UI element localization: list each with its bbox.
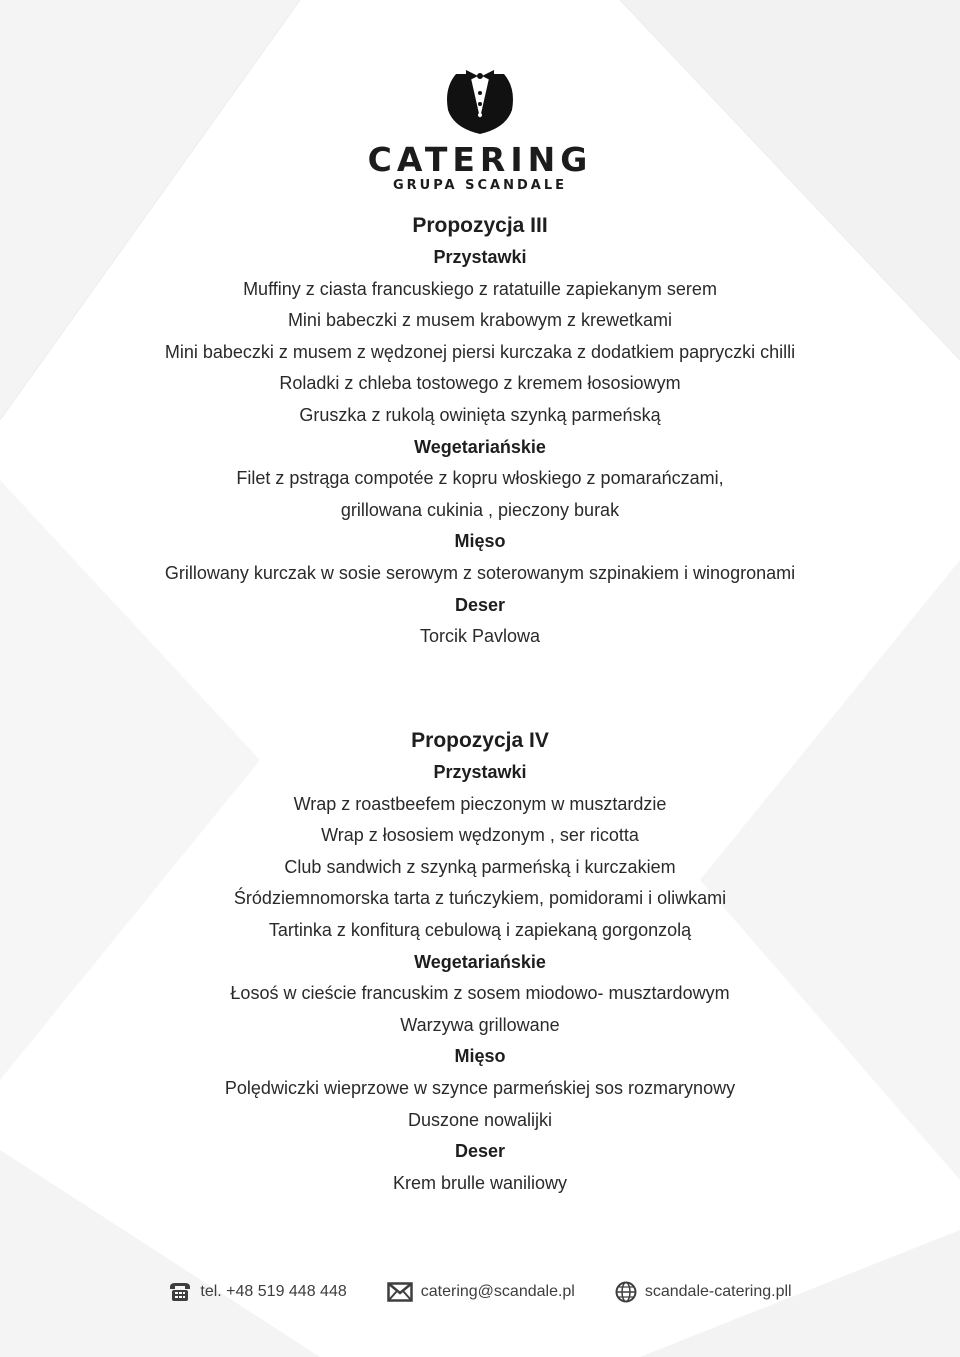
menu-item: Mini babeczki z musem z wędzonej piersi kurczaka z dodatkiem papryczki chilli — [164, 341, 796, 362]
menu-item: Krem brulle waniliowy — [392, 1172, 568, 1193]
website-contact[interactable] — [615, 1281, 792, 1303]
menu-item: Torcik Pavlowa — [419, 626, 541, 647]
menu-proposition-3 — [0, 210, 960, 653]
email-address: catering@scandale.pl — [420, 1283, 575, 1300]
website-url: scandale-catering.pll — [644, 1283, 792, 1300]
section-heading: Wegetariańskie — [414, 436, 546, 457]
section-heading: Deser — [454, 1141, 506, 1162]
email-contact[interactable] — [387, 1282, 575, 1302]
telephone-icon — [168, 1281, 192, 1303]
globe-icon — [615, 1281, 637, 1303]
menu-item: Gruszka z rukolą owinięta szynką parmeńską — [299, 404, 661, 425]
menu-item: Łosoś w cieście francuskim z sosem miodowo- musztardowym — [230, 983, 730, 1004]
section-heading: Przystawki — [433, 762, 527, 782]
phone-number: tel. +48 519 448 448 — [200, 1283, 347, 1300]
logo — [0, 66, 960, 194]
menu-item: Club sandwich z szynką parmeńską i kurczakiem — [284, 856, 676, 877]
section-heading: Wegetariańskie — [414, 951, 546, 972]
section-heading: Przystawki — [433, 247, 527, 267]
contact-footer — [0, 1274, 960, 1310]
section-heading: Mięso — [454, 531, 506, 552]
envelope-icon — [387, 1282, 413, 1302]
menu-item: Wrap z roastbeefem pieczonym w musztardzie — [293, 793, 667, 814]
section-heading: Mięso — [454, 1046, 506, 1067]
section-heading: Deser — [454, 594, 506, 615]
menu-item: Mini babeczki z musem krabowym z krewetkami — [287, 310, 673, 331]
menu-item: Grillowany kurczak w sosie serowym z soterowanym szpinakiem i winogronami — [164, 562, 796, 583]
menu-item: Roladki z chleba tostowego z kremem łososiowym — [279, 373, 681, 394]
menu-item: grillowana cukinia , pieczony burak — [340, 499, 620, 520]
menu-item: Warzywa grillowane — [400, 1014, 560, 1035]
menu-proposition-4 — [0, 725, 960, 1199]
menu-item: Filet z pstrąga compotée z kopru włoskiego z pomarańczami, — [236, 468, 724, 489]
brand-subtitle: GRUPA SCANDALE — [392, 178, 568, 193]
proposition-title: Propozycja IV — [411, 729, 549, 752]
menu-item: Wrap z łososiem wędzonym , ser ricotta — [321, 825, 639, 846]
brand-name: CATERING — [367, 140, 593, 179]
tuxedo-bowtie-icon — [444, 66, 516, 136]
menu-item: Tartinka z konfiturą cebulową i zapiekaną gorgonzolą — [268, 919, 692, 940]
menu-item: Duszone nowalijki — [407, 1109, 553, 1130]
phone-contact[interactable] — [168, 1281, 346, 1303]
proposition-title: Propozycja III — [412, 214, 548, 237]
menu-item: Muffiny z ciasta francuskiego z ratatuille zapiekanym serem — [243, 278, 717, 299]
menu-item: Śródziemnomorska tarta z tuńczykiem, pomidorami i oliwkami — [233, 888, 727, 909]
menu-item: Polędwiczki wieprzowe w szynce parmeńskiej sos rozmarynowy — [224, 1077, 736, 1098]
